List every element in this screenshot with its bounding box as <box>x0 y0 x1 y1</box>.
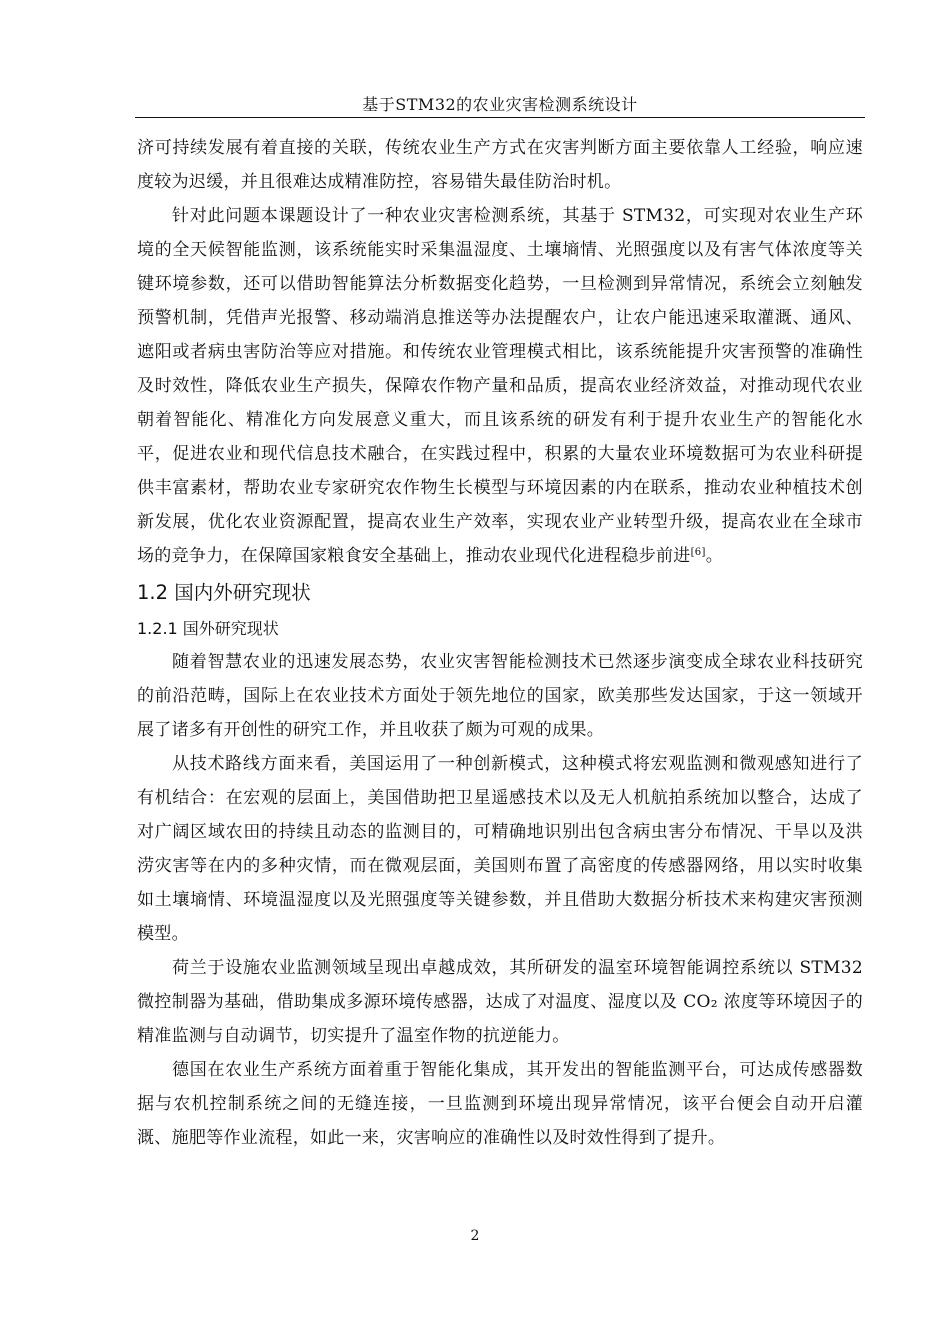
section-heading: 1.2 国内外研究现状 <box>137 581 311 604</box>
paragraph-germany: 德国在农业生产系统方面着重于智能化集成，其开发出的智能监测平台，可达成传感器数据与农机控制系统之间的无缝连接，一旦监测到环境出现异常情况，该平台便会自动开启灌溉、施肥等作业流程，如此一来，灾害响应的准确性以及时效性得到了提升。 <box>137 1060 863 1148</box>
paragraph-usa: 从技术路线方面来看，美国运用了一种创新模式，这种模式将宏观监测和微观感知进行了有机结合：在宏观的层面上，美国借助把卫星遥感技术以及无人机航拍系统加以整合，达成了对广阔区域农田的持续且动态的监测目的，可精确地识别出包含病虫害分布情况、干旱以及洪涝灾害等在内的多种灾情，而在微观层面，美国则布置了高密度的传感器网络，用以实时收集如土壤墒情、环境温湿度以及光照强度等关键参数，并且借助大数据分析技术来构建灾害预测模型。 <box>137 754 863 944</box>
page-body <box>137 131 863 1155</box>
paragraph-continuation: 济可持续发展有着直接的关联，传统农业生产方式在灾害判断方面主要依靠人工经验，响应速度较为迟缓，并且很难达成精准防控，容易错失最佳防治时机。 <box>137 138 863 192</box>
subsection-heading: 1.2.1 国外研究现状 <box>137 619 279 638</box>
paragraph-text: 针对此问题本课题设计了一种农业灾害检测系统，其基于 STM32，可实现对农业生产环境的全天候智能监测，该系统能实时采集温湿度、土壤墒情、光照强度以及有害气体浓度等关键环境参数，还可以借助智能算法分析数据变化趋势，一旦检测到异常情况，系统会立刻触发预警机制，凭借声光报警、移动端消息推送等办法提醒农户，让农户能迅速采取灌溉、通风、遮阳或者病虫害防治等应对措施。和传统农业管理模式相比，该系统能提升灾害预警的准确性及时效性，降低农业生产损失，保障农作物产量和品质，提高农业经济效益，对推动现代农业朝着智能化、精准化方向发展意义重大，而且该系统的研发有利于提升农业生产的智能化水平，促进农业和现代信息技术融合，在实践过程中，积累的大量农业环境数据可为农业科研提供丰富素材，帮助农业专家研究农作物生长模型与环境因素的内在联系，推动农业种植技术创新发展，优化农业资源配置，提高农业生产效率，实现农业产业转型升级，提高农业在全球市场的竞争力，在保障国家粮食安全基础上，推动农业现代化进程稳步前进 <box>137 206 863 566</box>
paragraph-netherlands: 荷兰于设施农业监测领域呈现出卓越成效，其所研发的温室环境智能调控系统以 STM32 微控制器为基础，借助集成多源环境传感器，达成了对温度、湿度以及 CO₂ 浓度等环境因子的精准监测与自动调节，切实提升了温室作物的抗逆能力。 <box>137 958 863 1046</box>
paragraph-overview: 随着智慧农业的迅速发展态势，农业灾害智能检测技术已然逐步演变成全球农业科技研究的前沿范畴，国际上在农业技术方面处于领先地位的国家，欧美那些发达国家，于这一领域开展了诸多有开创性的研究工作，并且收获了颇为可观的成果。 <box>137 652 863 740</box>
header-rule <box>135 117 865 118</box>
running-header: 基于STM32的农业灾害检测系统设计 <box>362 95 638 114</box>
citation-ref: [6] <box>690 547 706 558</box>
paragraph-end-mark: 。 <box>705 546 723 566</box>
page-number: 2 <box>470 1228 480 1244</box>
paragraph-significance <box>137 199 863 573</box>
